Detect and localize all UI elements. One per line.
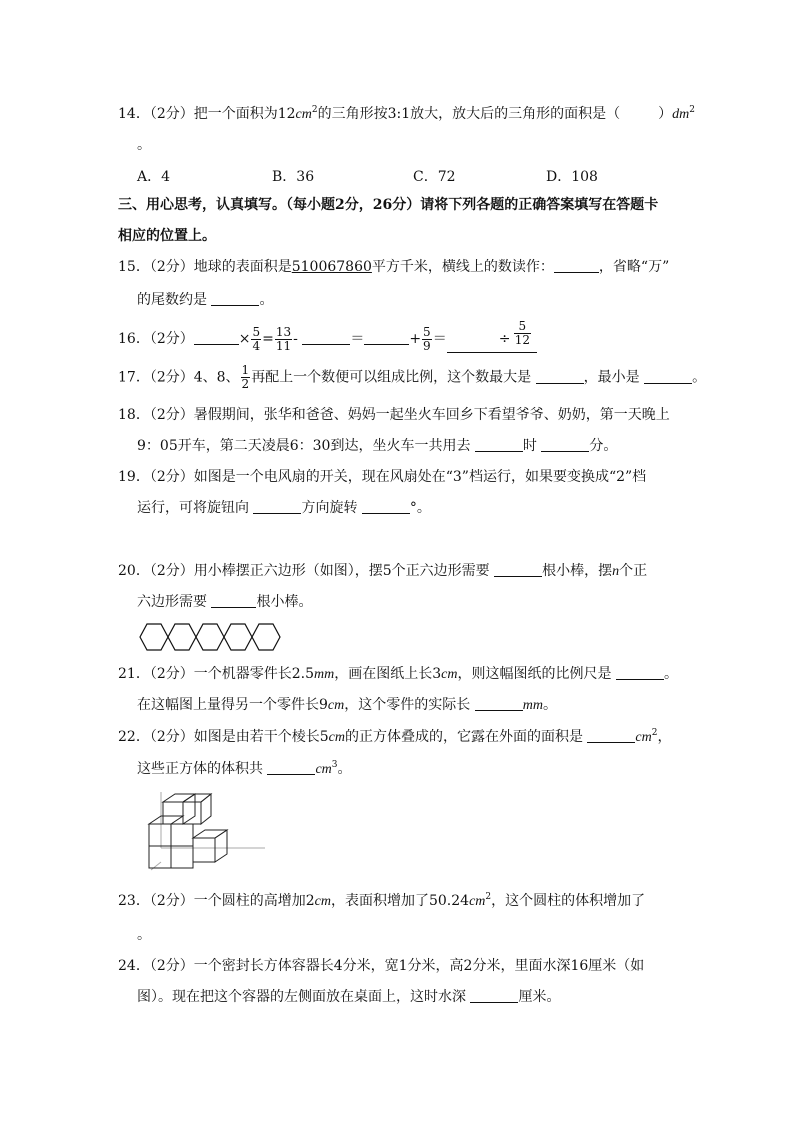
q16-line: 16．（2分） × $\frac{5}{4}$ = $\frac{13}{11}$ - ＝ + $\frac{5}{9}$ ＝ ÷ $\frac{5}{12}$: [118, 320, 537, 354]
q19-line1: 19．（2分）如图是一个电风扇的开关，现在风扇处在“3”档运行，如果要变换成“2”档: [118, 469, 647, 485]
q23-line2: 。: [137, 927, 151, 943]
q18-line1: 18．（2分）暑假期间，张华和爸爸、妈妈一起坐火车回乡下看望爷爷、奶奶，第一天晚上: [118, 407, 670, 423]
q22-line1: 22．（2分）如图是由若干个棱长5cm的正方体叠成的，它露在外面的面积是 $cm^2$，: [118, 728, 672, 745]
q21-line2: 在这幅图上量得另一个零件长9cm，这个零件的实际长 mm。: [137, 697, 557, 713]
answer-blank[interactable]: [475, 696, 523, 711]
hexagon-4: [224, 624, 252, 650]
answer-blank[interactable]: [211, 593, 256, 608]
q14-option-d[interactable]: D．108: [546, 169, 598, 185]
q23-line1: 23．（2分）一个圆柱的高增加2cm，表面积增加了$50.24cm^2$，这个圆柱的体积增加了: [118, 892, 646, 909]
hexagon-5: [252, 624, 280, 650]
section3-title: 三、用心思考，认真填写。（每小题2分，26分）请将下列各题的正确答案填写在答题卡: [118, 197, 659, 213]
q14-line1: 14．（2分）把一个面积为$12cm^2$的三角形按3:1放大，放大后的三角形的面积是（ ）$dm^2$: [118, 105, 695, 122]
answer-blank[interactable]: [362, 499, 410, 514]
answer-blank[interactable]: [470, 988, 518, 1003]
answer-blank[interactable]: [267, 760, 315, 775]
q14-option-c[interactable]: C．72: [413, 169, 456, 185]
q19-line2: 运行，可将旋钮向 方向旋转 °。: [137, 500, 431, 516]
q17-line: 17．（2分）4、8、 $\frac{1}{2}$ 再配上一个数便可以组成比例，这个数最大是 ，最小是 。: [118, 363, 707, 391]
fraction-5-4: $\frac{5}{4}$: [252, 324, 261, 353]
q14-option-a[interactable]: A．4: [137, 169, 171, 185]
answer-blank[interactable]: [475, 437, 523, 452]
hexagon-2: [168, 624, 196, 650]
fraction-13-11: $\frac{13}{11}$: [275, 324, 292, 353]
fraction-5-9: $\frac{5}{9}$: [423, 324, 431, 353]
hexagon-1: [140, 624, 168, 650]
answer-blank[interactable]: [587, 728, 635, 743]
answer-blank[interactable]: [211, 291, 259, 306]
q15-line1: 15．（2分）地球的表面积是510067860平方千米，横线上的数读作： ，省略“万”: [118, 259, 670, 275]
underlined-number: 510067860: [291, 259, 372, 275]
answer-blank[interactable]: [194, 330, 239, 345]
answer-blank[interactable]: [554, 258, 599, 273]
q24-line1: 24．（2分）一个密封长方体容器长4分米，宽1分米，高2分米，里面水深16厘米（如: [118, 958, 645, 974]
q22-line2: 这些正方体的体积共 $cm^3$。: [137, 760, 352, 777]
answer-blank[interactable]: ÷ $\frac{5}{12}$: [447, 320, 537, 353]
hexagon-3: [196, 624, 224, 650]
q21-line1: 21．（2分）一个机器零件长2.5mm，画在图纸上长3cm，则这幅图纸的比例尺是 。: [118, 666, 678, 682]
answer-blank[interactable]: [253, 499, 301, 514]
answer-blank[interactable]: [616, 665, 664, 680]
q15-line2: 的尾数约是 。: [137, 292, 274, 308]
answer-blank[interactable]: [302, 330, 350, 345]
answer-blank[interactable]: [364, 330, 409, 345]
q14-line2: 。: [137, 137, 151, 153]
answer-blank[interactable]: [536, 369, 584, 384]
fraction-1-2: $\frac{1}{2}$: [241, 363, 250, 391]
fraction-5-12: $\frac{5}{12}$: [514, 319, 530, 347]
section3-title-line2: 相应的位置上。: [118, 228, 216, 244]
answer-blank[interactable]: [541, 437, 589, 452]
stacked-cubes-figure: [139, 788, 269, 880]
q20-line1: 20．（2分）用小棒摆正六边形（如图），摆5个正六边形需要 根小棒，摆n个正: [118, 563, 648, 579]
hexagon-chain-figure: [136, 618, 286, 658]
q18-line2: 9：05开车，第二天凌晨6：30到达，坐火车一共用去 时 分。: [137, 438, 618, 454]
answer-blank[interactable]: [494, 562, 542, 577]
q14-option-b[interactable]: B．36: [272, 169, 315, 185]
answer-blank[interactable]: [644, 369, 692, 384]
q24-line2: 图）。现在把这个容器的左侧面放在桌面上，这时水深 厘米。: [137, 989, 561, 1005]
q20-line2: 六边形需要 根小棒。: [137, 594, 313, 610]
